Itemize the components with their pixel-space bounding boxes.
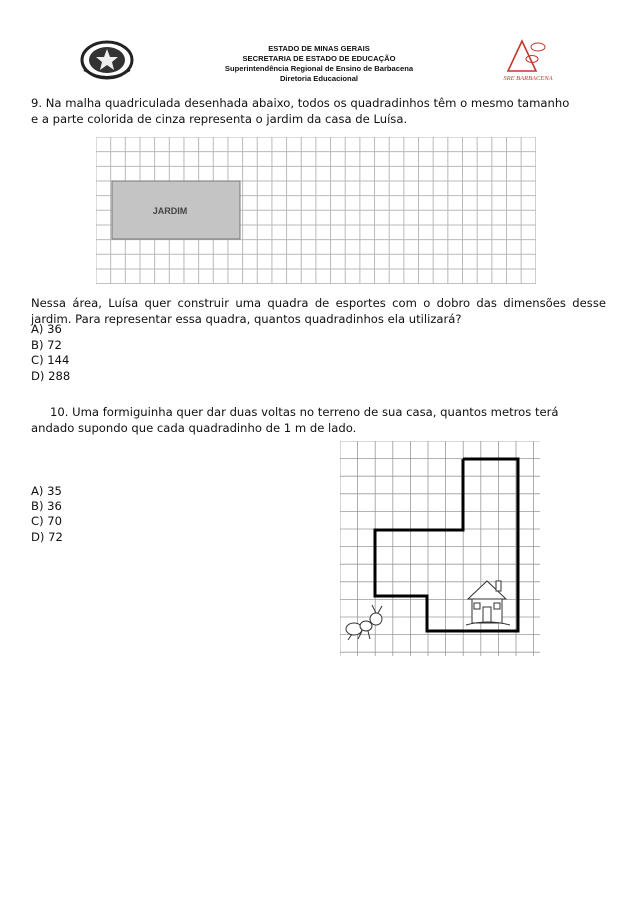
q9-task-line1: Nessa área, Luísa quer construir uma quadra de esportes com o dobro das dimensões desse — [31, 296, 606, 310]
header-superintendence: Superintendência Regional de Ensino de Barbacena — [224, 64, 414, 73]
house-icon — [466, 581, 510, 625]
q10-statement-line1: 10. Uma formiguinha quer dar duas voltas no terreno de sua casa, quantos metros terá — [50, 405, 559, 419]
state-seal-emblem — [80, 40, 134, 80]
q9-statement-line1: 9. Na malha quadriculada desenhada abaixo, todos os quadradinhos têm o mesmo tamanho — [31, 96, 570, 110]
header-text — [190, 44, 448, 84]
q9-statement-line2: e a parte colorida de cinza representa o jardim da casa de Luísa. — [31, 112, 408, 126]
terrain-grid — [340, 441, 540, 656]
sre-logo — [498, 38, 558, 82]
q9-task-line2: jardim. Para representar essa quadra, quantos quadradinhos ela utilizará? — [31, 312, 462, 326]
garden-label: JARDIM — [152, 206, 188, 216]
garden-grid — [96, 137, 536, 284]
q9-option-d[interactable]: D) 288 — [31, 369, 71, 383]
q9-option-c[interactable]: C) 144 — [31, 353, 70, 367]
q10-statement-line2: andado supondo que cada quadradinho de 1 m de lado. — [31, 421, 357, 435]
q10-option-d[interactable]: D) 72 — [31, 530, 63, 544]
q9-option-a[interactable]: A) 36 — [31, 322, 62, 336]
header-state: ESTADO DE MINAS GERAIS — [268, 44, 370, 53]
header-directorate: Diretoria Educacional — [279, 74, 359, 83]
header-secretariat: SECRETARIA DE ESTADO DE EDUCAÇÃO — [242, 54, 396, 63]
q9-option-b[interactable]: B) 72 — [31, 338, 62, 352]
q10-option-b[interactable]: B) 36 — [31, 499, 62, 513]
q10-option-a[interactable]: A) 35 — [31, 484, 62, 498]
logo-text: SRE BARBACENA — [503, 75, 553, 82]
q10-option-c[interactable]: C) 70 — [31, 514, 63, 528]
